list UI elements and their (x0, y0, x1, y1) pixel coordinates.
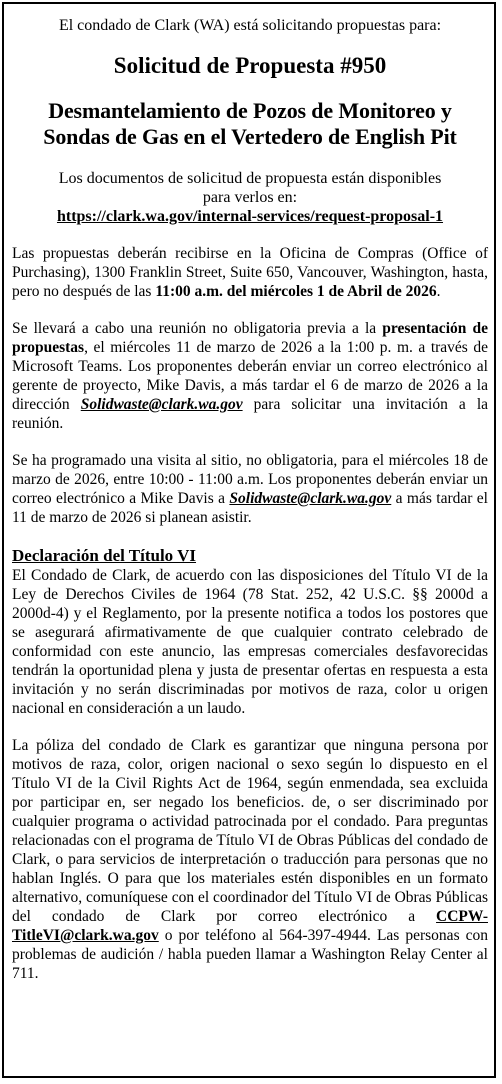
policy-text1: La póliza del condado de Clark es garantizar que ninguna persona por motivos de raza, color, origen nacional o sexo según lo dispuesto en el Título VI de la Civil Rights Act de 1964, según enmendada, sea excluida por participar en, ser negado los beneficios. de, o ser discriminado por cualquier programa o actividad patrocinada por el condado. Para preguntas relacionadas con el programa de Título VI de Obras Públicas del condado de Clark, o para servicios de interpretación o traducción para personas que no hablan Inglés. O para que los materiales estén disponibles en un formato alternativo, comuníquese con el coordinador del Título VI de Obras Públicas del condado de Clark por correo electrónico a (12, 737, 488, 925)
policy-email-link[interactable]: CCPW-TitleVI@clark.wa.gov (12, 908, 488, 944)
meeting-text1: Se llevará a cabo una reunión no obligatoria previa a la (12, 320, 383, 337)
legal-notice (12, 16, 488, 983)
submission-deadline: 11:00 a.m. del miércoles 1 de Abril de 2026 (155, 283, 437, 300)
availability-block (12, 169, 488, 226)
project-title (12, 98, 488, 150)
submission-paragraph (12, 244, 488, 301)
meeting-text2: , el miércoles 11 de marzo de 2026 a la 1:00 p. m. a través de Microsoft Teams. Los proponentes deberán enviar un correo electrónico al gerente de proyecto, Mike Davis, a más tardar el 6 de marzo de 2026 a la dirección (12, 339, 488, 413)
site-visit-text1: Se ha programado una visita al sitio, no obligatoria, para el miércoles 18 de marzo de 2026, entre 10:00 - 11:00 a.m. Los proponentes deberán enviar un correo electrónico a Mike Davis a (12, 452, 488, 507)
rfp-title: Solicitud de Propuesta #950 (113, 53, 387, 78)
title-vi-body: El Condado de Clark, de acuerdo con las disposiciones del Título VI de la Ley de Derechos Civiles de 1964 (78 Stat. 252, 42 U.S.C. §§ 2000d a 2000d-4) y el Reglamento, por la presente notifica a todos los postores que se asegurará afirmativamente de que cualquier contrato celebrado de conformidad con este anuncio, las empresas comerciales desfavorecidas tendrán la oportunidad plena y justa de presentar ofertas en respuesta a esta invitación y no serán discriminadas por motivos de raza, color u origen nacional en consideración a un laudo. (12, 567, 488, 717)
site-visit-paragraph (12, 451, 488, 527)
project-title-line1: Desmantelamiento de Pozos de Monitoreo y (48, 98, 452, 123)
intro-line: El condado de Clark (WA) está solicitando propuestas para: (58, 17, 442, 34)
meeting-paragraph (12, 319, 488, 433)
availability-line1: Los documentos de solicitud de propuesta están disponibles (58, 170, 442, 187)
meeting-email-link[interactable]: Solidwaste@clark.wa.gov (80, 396, 243, 413)
meeting-bold: presentación de propuestas (12, 320, 488, 356)
site-visit-email-link[interactable]: Solidwaste@clark.wa.gov (229, 490, 392, 507)
policy-paragraph (12, 736, 488, 983)
project-title-line2: Sondas de Gas en el Vertedero de English Pit (43, 124, 457, 149)
availability-line2: para verlos en: (202, 189, 298, 206)
title-vi-heading: Declaración del Título VI (12, 546, 197, 565)
site-visit-text2: a más tardar el 11 de marzo de 2026 si planean asistir. (12, 490, 488, 526)
meeting-text3: para solicitar una invitación a la reunión. (12, 396, 489, 432)
policy-text2: o por teléfono al 564-397-4944. Las personas con problemas de audición / habla pueden llamar a Washington Relay Center al 711. (12, 927, 488, 982)
rfp-documents-link[interactable]: https://clark.wa.gov/internal-services/request-proposal-1 (56, 208, 444, 225)
submission-text: Las propuestas deberán recibirse en la Oficina de Compras (Office of Purchasing), 1300 Franklin Street, Suite 650, Vancouver, Washington, hasta, pero no después de las (12, 245, 488, 300)
submission-end: . (436, 283, 441, 300)
